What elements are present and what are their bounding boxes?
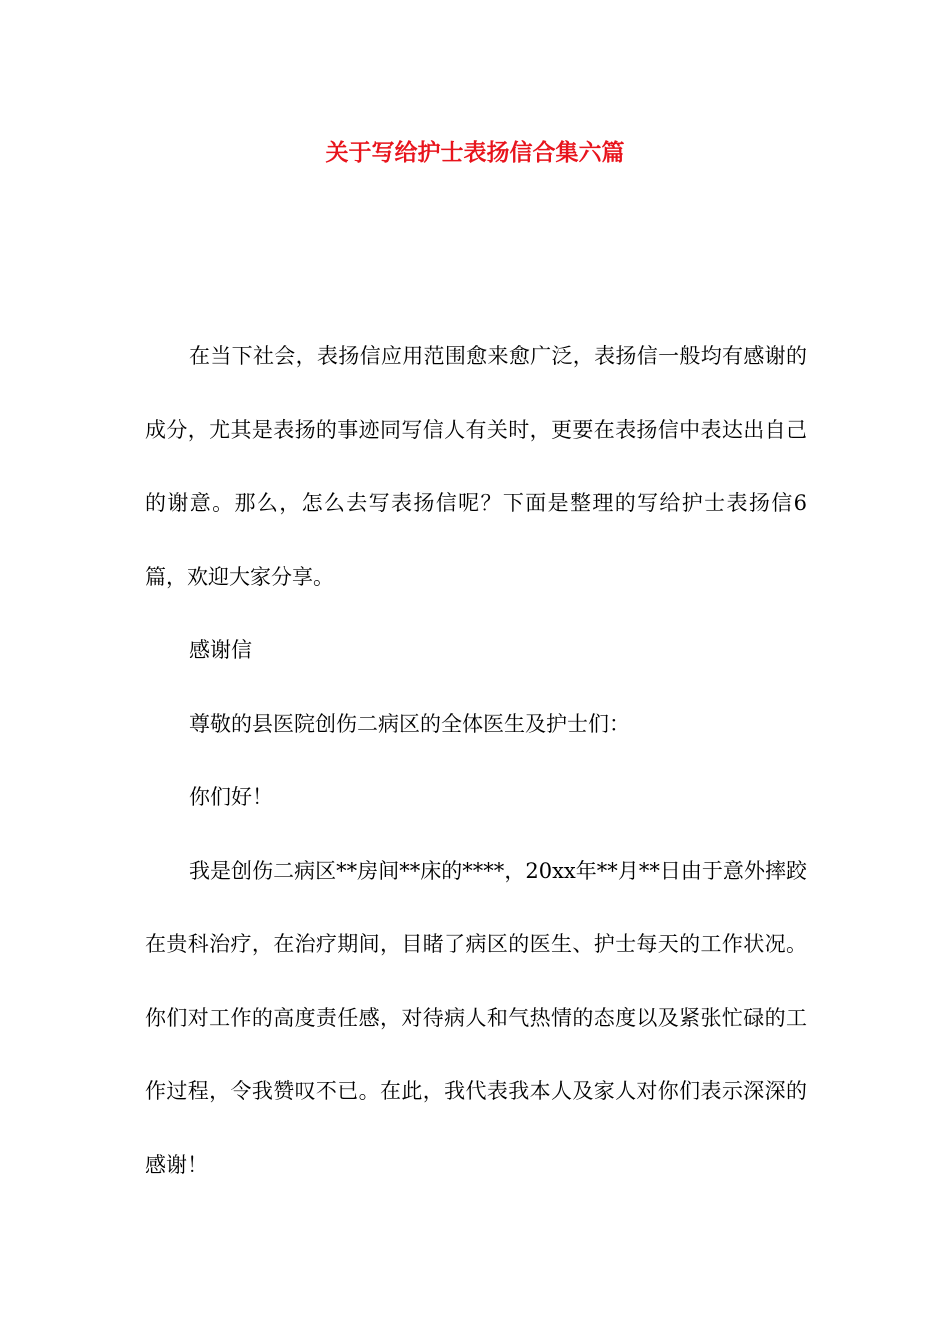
letter-salutation: 尊敬的县医院创伤二病区的全体医生及护士们：: [189, 711, 630, 736]
letter-heading: 感谢信: [189, 638, 252, 662]
document-title: 关于写给护士表扬信合集六篇: [325, 139, 625, 166]
letter-body-paragraph: 我是创伤二病区**房间**床的****，20xx年**月**日由于意外摔跤在贵科治疗，在治疗期间，目睹了病区的医生、护士每天的工作状况。你们对工作的高度责任感，对待病人和气热情的态度以及紧张忙碌的工作过程，令我赞叹不已。在此，我代表我本人及家人对你们表示深深的感谢！: [145, 858, 807, 1177]
document-body: [145, 320, 807, 1202]
letter-greeting: 你们好！: [189, 785, 273, 809]
intro-paragraph: 在当下社会，表扬信应用范围愈来愈广泛，表扬信一般均有感谢的成分，尤其是表扬的事迹同写信人有关时，更要在表扬信中表达出自己的谢意。那么，怎么去写表扬信呢？下面是整理的写给护士表扬信6篇，欢迎大家分享。: [145, 344, 807, 589]
